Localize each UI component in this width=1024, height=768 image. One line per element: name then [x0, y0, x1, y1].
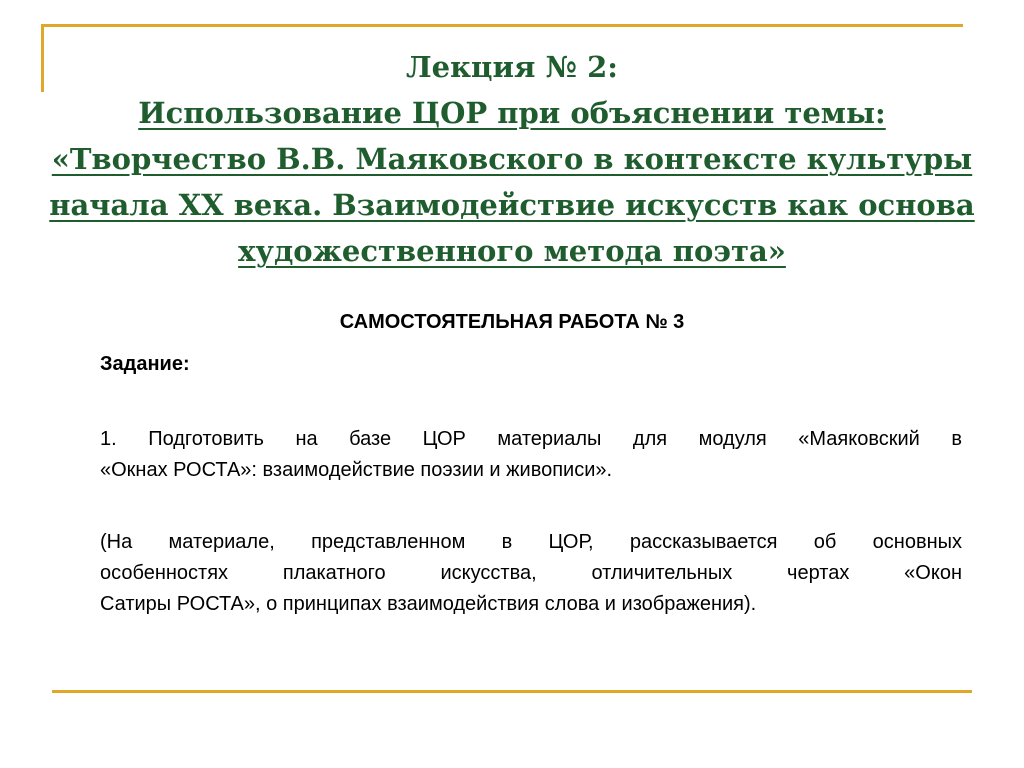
- title-line: начала ХХ века. Взаимодействие искусств как основа: [49, 188, 975, 222]
- lecture-number: Лекция № 2:: [406, 50, 618, 84]
- title-line: «Творчество В.В. Маяковского в контексте культуры: [51, 142, 973, 176]
- task-label: Задание:: [100, 353, 190, 375]
- task-item-1: [100, 424, 962, 486]
- section-heading: САМОСТОЯТЕЛЬНАЯ РАБОТА № 3: [339, 311, 685, 333]
- task-note-line: особенностях плакатного искусства, отличительных чертах «Окон: [100, 562, 962, 584]
- task-note-line: (На материале, представленном в ЦОР, рассказывается об основных: [100, 531, 962, 553]
- bottom-accent-line: [52, 690, 972, 693]
- task-note: [100, 527, 962, 620]
- top-accent-line: [43, 24, 963, 27]
- task-note-line: Сатиры РОСТА», о принципах взаимодействия слова и изображения).: [100, 593, 757, 615]
- title-line: Использование ЦОР при объяснении темы:: [138, 96, 886, 130]
- task-item-line: «Окнах РОСТА»: взаимодействие поэзии и живописи».: [100, 459, 613, 481]
- slide-title: [20, 44, 1004, 274]
- title-line: художественного метода поэта»: [238, 234, 786, 268]
- task-item-line: 1. Подготовить на базе ЦОР материалы для модуля «Маяковский в: [100, 428, 962, 450]
